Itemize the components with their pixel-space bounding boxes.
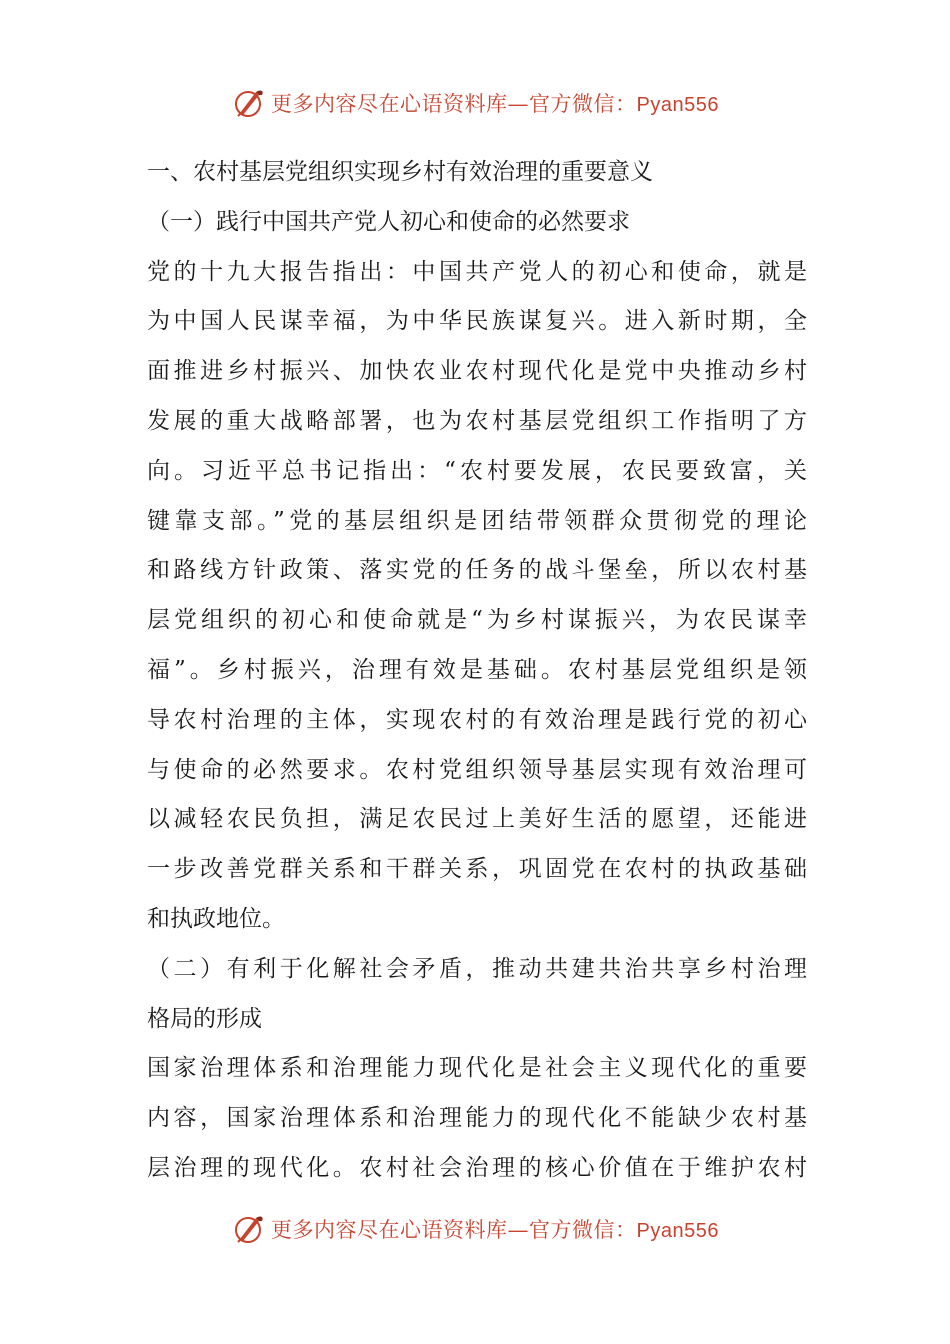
footer-wechat-handle: Pyan556 (636, 1220, 719, 1242)
subsection-heading: （一）践行中国共产党人初心和使命的必然要求 (147, 208, 630, 235)
document-body (147, 148, 807, 1194)
footer-banner-text: 更多内容尽在心语资料库—官方微信：Pyan556 (271, 1218, 719, 1242)
paragraph-line: 和路线方针政策、落实党的任务的战斗堡垒，所以农村基 (147, 557, 807, 584)
paragraph-line: 一步改善党群关系和干群关系，巩固党在农村的执政基础 (147, 856, 807, 883)
quill-pen-logo-icon (231, 1212, 265, 1246)
header-wechat-handle: Pyan556 (636, 94, 719, 116)
paragraph-line: 键靠支部。”党的基层组织是团结带领群众贯彻党的理论 (147, 507, 807, 534)
paragraph-line: 与使命的必然要求。农村党组织领导基层实现有效治理可 (147, 756, 807, 783)
subsection-heading: （二）有利于化解社会矛盾，推动共建共治共享乡村治理 (147, 955, 807, 982)
paragraph-line: 向。习近平总书记指出：“农村要发展，农民要致富，关 (147, 457, 807, 484)
header-banner (0, 83, 950, 123)
subsection-heading-continued: 格局的形成 (147, 1005, 262, 1032)
paragraph-line: 国家治理体系和治理能力现代化是社会主义现代化的重要 (147, 1055, 807, 1082)
paragraph-line-last: 和执政地位。 (147, 905, 285, 932)
paragraph-line: 面推进乡村振兴、加快农业农村现代化是党中央推动乡村 (147, 358, 807, 385)
paragraph-line: 党的十九大报告指出：中国共产党人的初心和使命，就是 (147, 258, 807, 285)
paragraph-line: 为中国人民谋幸福，为中华民族谋复兴。进入新时期，全 (147, 308, 807, 335)
paragraph-line: 层党组织的初心和使命就是“为乡村谋振兴，为农民谋幸 (147, 607, 807, 634)
section-heading: 一、农村基层党组织实现乡村有效治理的重要意义 (147, 159, 653, 185)
paragraph-line: 发展的重大战略部署，也为农村基层党组织工作指明了方 (147, 407, 807, 434)
header-banner-text: 更多内容尽在心语资料库—官方微信：Pyan556 (271, 92, 719, 116)
paragraph-line: 层治理的现代化。农村社会治理的核心价值在于维护农村 (147, 1154, 807, 1181)
quill-pen-logo-icon (231, 86, 265, 120)
paragraph-line: 福”。乡村振兴，治理有效是基础。农村基层党组织是领 (147, 656, 807, 683)
paragraph-line: 内容，国家治理体系和治理能力的现代化不能缺少农村基 (147, 1105, 807, 1132)
paragraph-line: 以减轻农民负担，满足农民过上美好生活的愿望，还能进 (147, 806, 807, 833)
paragraph-line: 导农村治理的主体，实现农村的有效治理是践行党的初心 (147, 706, 807, 733)
footer-banner (0, 1209, 950, 1249)
